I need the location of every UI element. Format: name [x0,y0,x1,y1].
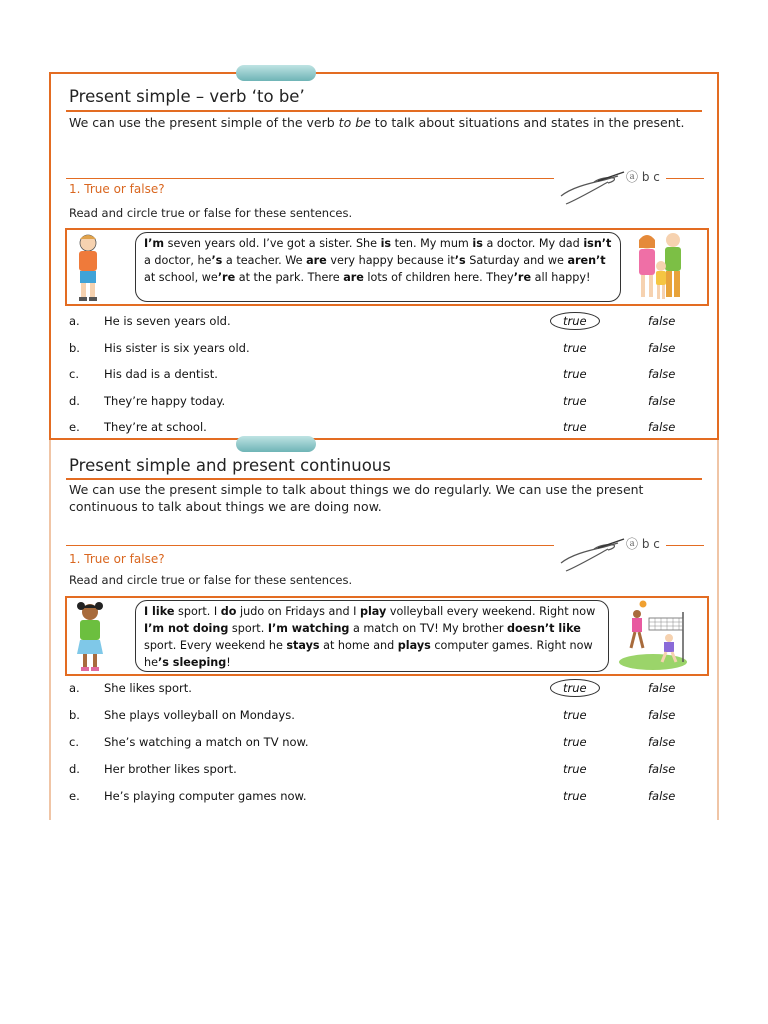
writing-hand-icon [556,533,626,575]
instruction: Read and circle true or false for these sentences. [69,206,353,220]
intro-text: We can use the present simple of the verb to be to talk about situations and states in the present. [69,115,685,130]
story-text: a match on TV! My brother [349,622,507,635]
story-text: a teacher. We [222,254,307,267]
question-letter: b. [69,708,80,722]
story-text: volleyball every weekend. Right now [386,605,596,618]
story-highlight: is [472,237,483,250]
story-highlight: ’s [454,254,466,267]
false-option[interactable]: false [648,367,676,381]
question-row [51,394,717,414]
story-text: ten. My mum [391,237,473,250]
instruction: Read and circle true or false for these sentences. [69,573,353,587]
story-bubble [135,600,609,672]
true-option[interactable]: true [563,708,587,722]
true-option[interactable]: true [563,789,587,803]
story-highlight: are [343,271,364,284]
story-highlight: aren’t [567,254,606,267]
story-highlight: do [220,605,237,618]
boy-figure-icon [71,232,105,304]
question-row [51,341,717,361]
story-text: sport. Every weekend he [144,639,287,652]
story-bubble [135,232,621,302]
false-option[interactable]: false [648,762,676,776]
title-rule [66,478,702,480]
worksheet-title: Present simple and present continuous [69,456,391,475]
story-text: sport. [228,622,268,635]
worksheet-title: Present simple – verb ‘to be’ [69,87,305,106]
story-text: judo on Fridays and I [236,605,360,618]
false-option[interactable]: false [648,708,676,722]
true-option[interactable]: true [563,393,587,408]
false-option[interactable]: false [648,420,676,434]
worksheet-present-continuous [49,440,719,820]
false-option[interactable]: false [648,314,676,328]
question-row [51,762,717,782]
question-row [51,420,717,440]
story-box [65,596,709,676]
question-letter: e. [69,420,80,434]
story-text: computer games. Right now he [144,639,593,669]
story-highlight: I’m [144,237,165,250]
question-sentence: He is seven years old. [104,314,231,328]
story-highlight: plays [397,639,431,652]
question-sentence: They’re at school. [104,420,207,434]
question-sentence: Her brother likes sport. [104,762,237,776]
question-row [51,314,717,334]
question-row [51,708,717,728]
true-option[interactable]: true [563,340,587,355]
volleyball-scene-icon [617,600,689,672]
story-highlight: play [359,605,387,618]
true-option[interactable]: true [563,735,587,749]
true-option[interactable]: true [563,367,587,381]
header-tab [236,436,316,452]
story-text: lots of children here. They [363,271,514,284]
story-highlight: are [306,254,327,267]
story-highlight: ’s sleeping [157,656,227,669]
false-option[interactable]: false [648,681,676,695]
question-letter: a. [69,314,80,328]
story-highlight: ’s [211,254,223,267]
writing-hand-icon [556,166,626,208]
question-row [51,367,717,387]
story-highlight: doesn’t like [507,622,581,635]
question-sentence: They’re happy today. [104,393,226,408]
family-figure-icon [633,230,689,304]
section-heading: 1. True or false? [69,182,165,196]
story-text: all happy! [531,271,591,284]
true-option[interactable]: true [550,679,600,697]
header-tab [236,65,316,81]
question-row [51,789,717,809]
question-sentence: His dad is a dentist. [104,367,218,381]
section-rule-right [666,545,704,546]
false-option[interactable]: false [648,340,676,355]
story-text: at the park. There [235,271,344,284]
question-sentence: She plays volleyball on Mondays. [104,708,295,722]
question-sentence: He’s playing computer games now. [104,789,307,803]
story-text: a doctor. My dad [482,237,584,250]
story-highlight: I like [144,605,175,618]
question-letter: e. [69,789,80,803]
false-option[interactable]: false [648,789,676,803]
true-option[interactable]: true [563,762,587,776]
question-row [51,681,717,701]
title-rule [66,110,702,112]
question-letter: d. [69,393,80,408]
story-text: very happy because it [326,254,455,267]
section-rule-left [66,545,554,546]
abc-label: ⓐ b c [626,537,660,551]
story-highlight: is [380,237,392,250]
story-highlight: stays [286,639,320,652]
story-highlight: isn’t [583,237,612,250]
abc-label: ⓐ b c [626,170,660,184]
story-text: a doctor, he [144,254,212,267]
question-sentence: She’s watching a match on TV now. [104,735,309,749]
story-box [65,228,709,306]
section-rule-right [666,178,704,179]
question-sentence: She likes sport. [104,681,192,695]
story-text: at home and [319,639,398,652]
false-option[interactable]: false [648,735,676,749]
story-highlight: ’re [217,271,236,284]
question-row [51,735,717,755]
story-text: sport. I [174,605,221,618]
true-option[interactable]: true [563,420,587,434]
question-letter: b. [69,340,80,355]
question-sentence: His sister is six years old. [104,340,250,355]
story-highlight: I’m watching [267,622,350,635]
intro-text: We can use the present simple to talk about things we do regularly. We can use the present continuous to talk about things we are doing now. [69,482,644,514]
question-letter: d. [69,762,80,776]
story-text: Saturday and we [465,254,568,267]
section-rule-left [66,178,554,179]
worksheet-to-be [49,72,719,440]
story-text: ! [226,656,231,669]
false-option[interactable]: false [648,393,676,408]
story-text: seven years old. I’ve got a sister. She [164,237,381,250]
question-letter: c. [69,735,79,749]
question-letter: c. [69,367,79,381]
story-text: at school, we [144,271,218,284]
girl-figure-icon [71,600,109,674]
true-option[interactable]: true [550,312,600,330]
story-highlight: I’m not doing [144,622,229,635]
question-letter: a. [69,681,80,695]
story-highlight: ’re [513,271,532,284]
section-heading: 1. True or false? [69,552,165,566]
